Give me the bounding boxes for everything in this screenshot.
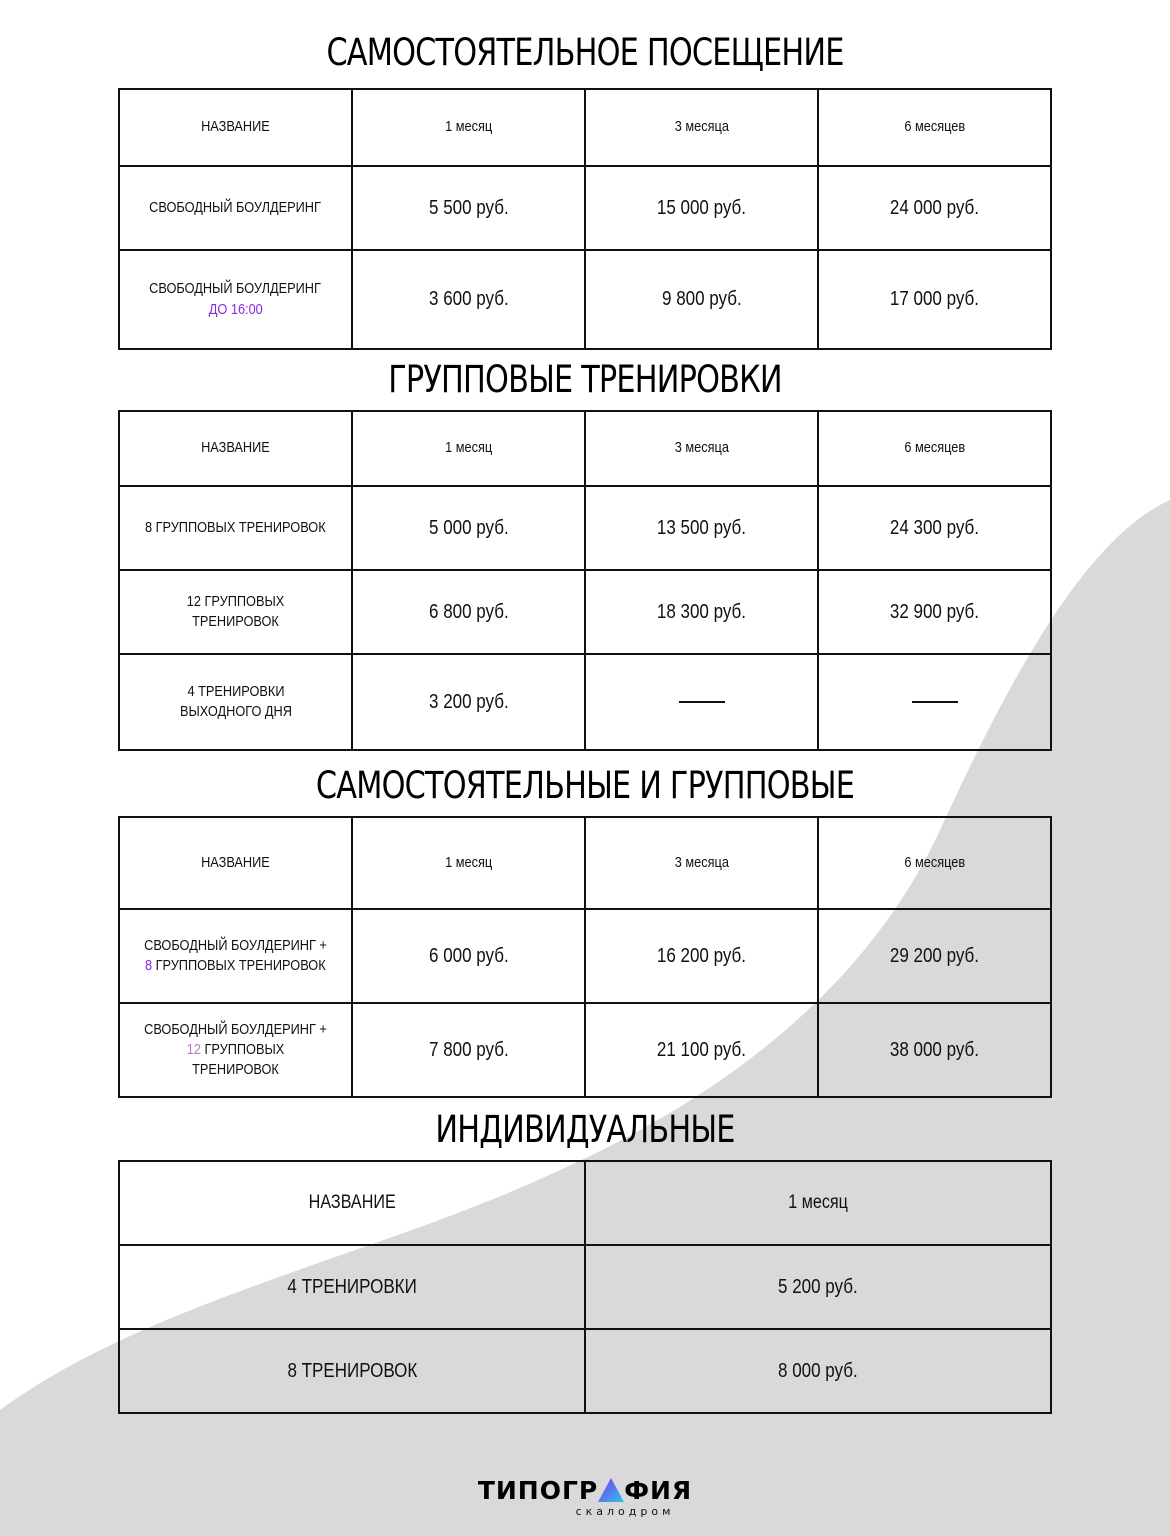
row-name: СВОБОДНЫЙ БОУЛДЕРИНГ + 8 ГРУППОВЫХ ТРЕНИРОВОК [119, 909, 352, 1003]
header-cell: 6 месяцев [818, 817, 1051, 909]
table-row [119, 166, 1051, 250]
price-cell: 6 000 руб. [352, 909, 585, 1003]
section-title-self-visit: САМОСТОЯТЕЛЬНОЕ ПОСЕЩЕНИЕ [326, 31, 844, 74]
section-title-group: ГРУППОВЫЕ ТРЕНИРОВКИ [388, 358, 782, 401]
price-cell: 38 000 руб. [818, 1003, 1051, 1097]
price-cell: 6 800 руб. [352, 570, 585, 654]
table-row [119, 486, 1051, 570]
row-name: 4 ТРЕНИРОВКИ [119, 1245, 585, 1329]
brand-logo [0, 1478, 1170, 1518]
price-cell: 7 800 руб. [352, 1003, 585, 1097]
price-cell: 13 500 руб. [585, 486, 818, 570]
price-cell: 5 200 руб. [585, 1245, 1051, 1329]
header-cell: 3 месяца [585, 817, 818, 909]
table-row [119, 1003, 1051, 1097]
table-row [119, 654, 1051, 750]
table-row [119, 1329, 1051, 1413]
table-header-row [119, 89, 1051, 166]
training-count: 8 [145, 957, 153, 974]
header-cell: НАЗВАНИЕ [119, 817, 352, 909]
header-cell: НАЗВАНИЕ [119, 89, 352, 166]
row-name: 8 ТРЕНИРОВОК [119, 1329, 585, 1413]
price-table-combined [118, 816, 1052, 1098]
header-cell: 6 месяцев [818, 89, 1051, 166]
price-cell: 16 200 руб. [585, 909, 818, 1003]
price-cell: 24 000 руб. [818, 166, 1051, 250]
price-cell: 5 500 руб. [352, 166, 585, 250]
triangle-logo-icon [598, 1478, 624, 1502]
logo-text-left: ТИПОГР [477, 1476, 599, 1505]
section-title-combined: САМОСТОЯТЕЛЬНЫЕ И ГРУППОВЫЕ [315, 764, 855, 807]
price-cell: 3 600 руб. [352, 250, 585, 349]
price-cell: 21 100 руб. [585, 1003, 818, 1097]
table-header-row [119, 817, 1051, 909]
table-header-row [119, 1161, 1051, 1245]
training-count: 12 [186, 1040, 201, 1058]
header-cell: 3 месяца [585, 411, 818, 486]
table-row [119, 570, 1051, 654]
row-name: СВОБОДНЫЙ БОУЛДЕРИНГ + 12 ГРУППОВЫХ ТРЕНИРОВОК [119, 1003, 352, 1097]
price-cell: 32 900 руб. [818, 570, 1051, 654]
header-cell: 1 месяц [352, 817, 585, 909]
dash-placeholder [912, 701, 958, 703]
price-cell: 5 000 руб. [352, 486, 585, 570]
row-name: СВОБОДНЫЙ БОУЛДЕРИНГ ДО 16:00 [119, 250, 352, 349]
price-cell: 15 000 руб. [585, 166, 818, 250]
section-title-individual: ИНДИВИДУАЛЬНЫЕ [435, 1108, 735, 1151]
header-cell: 1 месяц [352, 89, 585, 166]
row-name: 4 ТРЕНИРОВКИ ВЫХОДНОГО ДНЯ [119, 654, 352, 750]
price-cell: 17 000 руб. [818, 250, 1051, 349]
table-row [119, 250, 1051, 349]
price-cell-empty [818, 654, 1051, 750]
logo-text-right: ФИЯ [624, 1476, 693, 1505]
dash-placeholder [679, 701, 725, 703]
price-cell: 3 200 руб. [352, 654, 585, 750]
row-name: СВОБОДНЫЙ БОУЛДЕРИНГ [119, 166, 352, 250]
price-cell: 24 300 руб. [818, 486, 1051, 570]
price-table-individual [118, 1160, 1052, 1414]
header-cell: 1 месяц [352, 411, 585, 486]
header-cell: НАЗВАНИЕ [119, 411, 352, 486]
header-cell: 6 месяцев [818, 411, 1051, 486]
table-row [119, 1245, 1051, 1329]
price-cell: 9 800 руб. [585, 250, 818, 349]
price-cell-empty [585, 654, 818, 750]
logo-subtitle: скалодром [575, 1505, 675, 1518]
price-table-group [118, 410, 1052, 751]
price-table-self-visit [118, 88, 1052, 350]
header-cell: 1 месяц [585, 1161, 1051, 1245]
header-cell: НАЗВАНИЕ [119, 1161, 585, 1245]
price-cell: 18 300 руб. [585, 570, 818, 654]
price-cell: 29 200 руб. [818, 909, 1051, 1003]
table-row [119, 909, 1051, 1003]
row-name: 12 ГРУППОВЫХ ТРЕНИРОВОК [119, 570, 352, 654]
time-restriction-note: ДО 16:00 [208, 300, 263, 318]
header-cell: 3 месяца [585, 89, 818, 166]
price-cell: 8 000 руб. [585, 1329, 1051, 1413]
row-name: 8 ГРУППОВЫХ ТРЕНИРОВОК [119, 486, 352, 570]
table-header-row [119, 411, 1051, 486]
